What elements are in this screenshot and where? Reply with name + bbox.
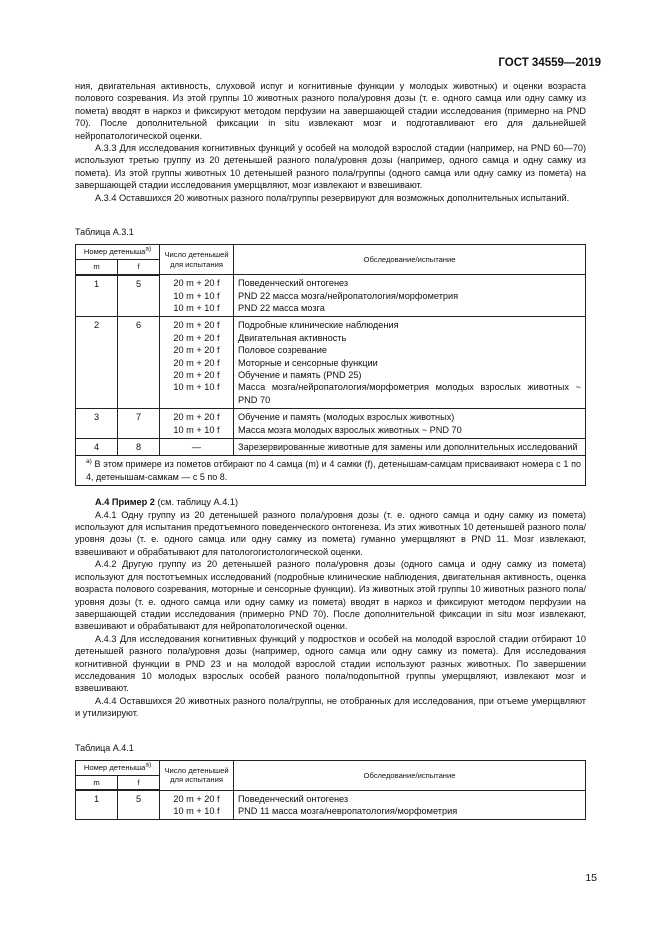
header-f: f	[118, 260, 160, 275]
dose-line: 10 m + 10 f	[173, 424, 220, 435]
exam-line: Масса мозга молодых взрослых животных ~ PND 70	[238, 424, 462, 435]
cell-exam	[234, 317, 586, 409]
cell-m: 2	[76, 317, 118, 409]
cell-exam	[234, 439, 586, 456]
dose-line: 20 m + 20 f	[173, 278, 220, 289]
dose-line: 10 m + 10 f	[173, 382, 220, 393]
page-content	[75, 80, 586, 820]
dose-line: 20 m + 20 f	[173, 357, 220, 368]
paragraph: А.3.4 Оставшихся 20 животных разного пола/группы резервируют для возможных дополнительных испытаний.	[95, 192, 570, 203]
table-row	[76, 317, 586, 409]
table-row	[76, 439, 586, 456]
dose-line: 20 m + 20 f	[173, 332, 220, 343]
header-f: f	[118, 775, 160, 790]
cell-m: 4	[76, 439, 118, 456]
exam-line: PND 22 масса мозга/нейропатология/морфометрия	[238, 290, 459, 301]
header-m: m	[76, 775, 118, 790]
cell-exam	[234, 790, 586, 820]
dose-line: 20 m + 20 f	[173, 412, 220, 423]
table-a41	[75, 760, 586, 821]
dose-line: —	[191, 442, 202, 453]
cell-f: 6	[118, 317, 160, 409]
table-row	[76, 275, 586, 317]
cell-count	[160, 275, 234, 317]
cell-count	[160, 317, 234, 409]
exam-line: Подробные клинические наблюдения	[238, 320, 399, 331]
table-body	[76, 275, 586, 456]
exam-line: Обучение и память (молодых взрослых животных)	[238, 412, 455, 423]
cell-m: 1	[76, 790, 118, 820]
paragraph: ния, двигательная активность, слуховой испуг и когнитивные функции у молодых животных) и оценки возраста полового созревания. Из этой группы 10 животных разного пола/уровня дозы (т. е. одного самца или одну самку из помета) вводят в наркоз и фиксируют методом перфузии на завершающей стадии исследования (примерно на PND 70). После дополнительной фиксации in situ извлекают мозг и подготавливают его для дальнейшей нейропатологической оценки.	[75, 81, 586, 141]
exam-line: Масса мозга/нейропатология/морфометрия молодых взрослых животных ~ PND 70	[238, 382, 581, 405]
header-exam: Обследование/испытание	[234, 760, 586, 790]
table-footnote: $^{а)}$ В этом примере из пометов отбирают по 4 самца (m) и 4 самки (f), детенышам-самцам присваивают номера с 1 по 4, детенышам-самкам — с 5 по 8.	[76, 456, 586, 486]
header-m: m	[76, 260, 118, 275]
paragraph: А.4.3 Для исследования когнитивных функций у подростков и особей на молодой взрослой стадии отбирают 10 детенышей разного пола/уровня дозы (например, одного самца или одну самку из помета). Для исследования когнитивной функции в PND 23 и на молодой взрослой стадии используют разных животных. По завершении исследования 10 молодых взрослых особей разного пола/подопытной группы умерщвляют, извлекают мозг и взвешивают.	[75, 633, 586, 694]
header-pup-number: Номер детенышаа)	[76, 760, 160, 775]
exam-line: Поведенческий онтогенез	[238, 278, 349, 289]
exam-line: PND 22 масса мозга	[238, 302, 325, 313]
table-caption: Таблица А.3.1	[75, 227, 134, 238]
dose-line: 10 m + 10 f	[173, 302, 220, 313]
exam-line: Обучение и память (PND 25)	[238, 370, 362, 380]
exam-line: Двигательная активность	[238, 332, 347, 343]
cell-exam	[234, 409, 586, 439]
exam-line: PND 11 масса мозга/невропатология/морфометрия	[238, 806, 458, 817]
cell-count	[160, 790, 234, 820]
paragraph: А.3.3 Для исследования когнитивных функций у особей на молодой взрослой стадии (например, на PND 60—70) используют третью группу из 20 детенышей разного пола/уровня дозы (например, одного самца и одну самку из помета). Из этой группы животных 10 детенышей разного пола/группы (одного самца или одну самку из помета) на завершающей стадии исследования умерщвляют, мозг извлекают и взвешивают.	[75, 143, 586, 191]
table-a31	[75, 244, 586, 486]
page-number: 15	[585, 872, 597, 884]
cell-f: 5	[118, 790, 160, 820]
table-caption: Таблица А.4.1	[75, 742, 134, 753]
dose-line: 20 m + 20 f	[173, 345, 220, 356]
exam-line: Поведенческий онтогенез	[238, 793, 349, 804]
exam-line: Моторные и сенсорные функции	[238, 357, 378, 368]
paragraph: А.4.1 Одну группу из 20 детенышей разного пола/уровня дозы (т. е. одного самца и одну самку из помета) используют для испытания предотъемного поведенческого онтогенеза. Из этих животных 10 детенышей разного пола/уровня дозы (т. е. одного самца или одну самку из помета) гуманно умерщвляют в PND 11. Мозг извлекают, взвешивают и обрабатывают для патологогистологической оценки.	[75, 509, 586, 557]
document-code: ГОСТ 34559—2019	[498, 57, 601, 69]
header-exam: Обследование/испытание	[234, 245, 586, 275]
paragraph: А.4.4 Оставшихся 20 животных разного пола/группы, не отобранных для исследования, при отъеме умерщвляют и утилизируют.	[75, 695, 586, 719]
cell-f: 8	[118, 439, 160, 456]
table-body	[76, 790, 586, 820]
paragraph: А.4.2 Другую группу из 20 детенышей разного пола/уровня дозы (одного самца и одну самку из помета) используют для постотъемных исследований (подробные клинические наблюдения, двигательная активность, оценка возраста полового созревания, моторные и сенсорные функции). Из животных этой группы 10 животных разного пола/уровня дозы (т. е. одного самца или одну самку из помета) вводят в наркоз и фиксируют методом перфузии на завершающей стадии исследования (примерно PND 70). После дополнительной фиксации in situ мозг извлекают, взвешивают и обрабатывают для нейропатологической оценки.	[75, 559, 586, 632]
dose-line: 20 m + 20 f	[173, 793, 220, 804]
table-row	[76, 409, 586, 439]
example-heading: А.4 Пример 2 (см. таблицу А.4.1)	[95, 497, 239, 508]
header-count: Число детенышей для испытания	[160, 760, 234, 790]
cell-count	[160, 409, 234, 439]
dose-line: 10 m + 10 f	[173, 290, 220, 301]
table-row	[76, 790, 586, 820]
cell-f: 7	[118, 409, 160, 439]
exam-line: Половое созревание	[238, 345, 327, 356]
dose-line: 20 m + 20 f	[173, 370, 220, 380]
header-count: Число детенышей для испытания	[160, 245, 234, 275]
exam-line: Зарезервированные животные для замены или дополнительных исследований	[238, 442, 578, 453]
dose-line: 20 m + 20 f	[173, 320, 220, 331]
dose-line: 10 m + 10 f	[173, 806, 220, 817]
cell-exam	[234, 275, 586, 317]
cell-m: 1	[76, 275, 118, 317]
cell-m: 3	[76, 409, 118, 439]
header-pup-number: Номер детенышаа)	[76, 245, 160, 260]
cell-count	[160, 439, 234, 456]
cell-f: 5	[118, 275, 160, 317]
